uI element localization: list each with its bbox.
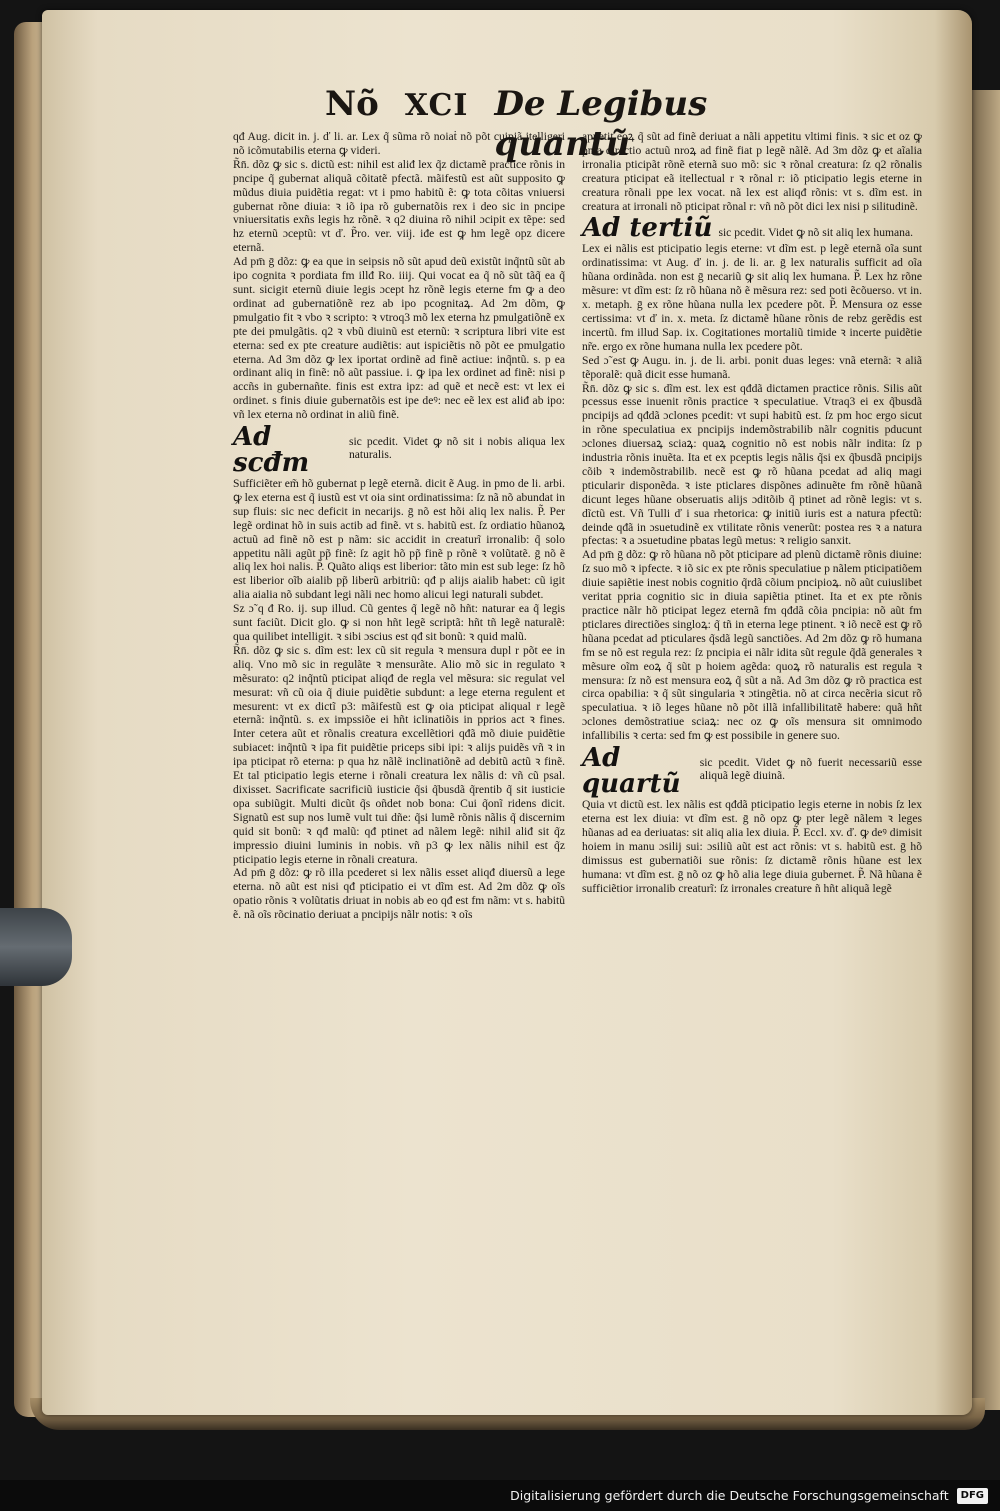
text-paragraph: R̃n̄. dõz ꝙ sic s. dĩm est: lex cũ sit regula ꝛ mensura dupl r põt ee in aliq. Vno mõ sic in regulãte ꝛ mensurãte. Alio mõ sic in regulato ꝛ mẽsurato: q2 inq̃ntũ pticipat aliqđ de regla vel mẽsura: sic regulat vel mesurat: vñ cũ oia q̃ diuie puidẽtie subdunt: a lege eterna regulent et mesurent: vt ex dictĩ p3: mãifestũ est ꝙ oia pticipat aliqual r legẽ eternã: inq̃ntũ. s. ex impssiõe ei hñt iclinatiõis in pprios act ꝛ fines. Inter cetera aũt et rõnalis creatura excellẽtiori qđã mõ diuie puidẽtie subiacet: inq̃ntũ ꝛ ipa fit puidẽtie priceps sibi ipi: ꝛ alijs puidẽs vñ ꝛ in ipa pticipat rõ eterna: p qua hz nãlẽ inclinatiõnẽ ad debitũ actũ ꝛ finẽ. Et tal pticipatio legis eterne i rõnali creatura lex nãlis d: vñ cũ psal. dixisset. Sacrificate sacrificiũ iusticie q̃si q̃busdã q̃rentib q̃ sit iusticie opa subiũgit. Multi dicũt q̃s oñdet nob bona: Cui q̃onĩ ridens dicit. Signatũ est sup nos lumẽ vult tui dñe: q̃si lumẽ rõnis nãlis q̃ discernim quid sit bonũ: ꝛ qđ malũ: qđ ptinet ad nãlem legẽ: nihil aliđ sit q̃z impressio diuini luminis in nobis. vñ p3 ꝙ lex nãlis nihil est q̃z pticipatio legis eterne in rõnali creatura. [233, 643, 565, 866]
text-column-right [582, 130, 922, 895]
digitization-footer [0, 1480, 1000, 1511]
dfg-logo: DFG [957, 1488, 988, 1504]
text-paragraph: Sz ɔ̃ q đ Ro. ij. sup illud. Cũ gentes q̃ legẽ nõ hñt: naturar ea q̃ legis sunt faciũt. Dicit glo. ꝙ si non hñt legẽ scriptã: hñt tñ legẽ naturalẽ: qua quilibet intelligit. ꝛ sibi ɔscius est qđ sit bonũ: ꝛ quid malũ. [233, 602, 565, 643]
folio-number: XCI [404, 88, 469, 123]
text-paragraph: Quia vt dictũ est. lex nãlis est qđdã pticipatio legis eterne in nobis ſz lex eterna est lex diuia: vt dĩm est. ḡ nõ opz ꝙ pter legẽ nãlem ꝛ leges hũanas ad ea deriuatas: sit aliq alia lex diuia. P̃. Eccl. xv. ď. ꝙ deꝰ dimisit hoiem in manu ɔsilij sui: ɔsiliũ aũt est act rõnis: vt s. habitũ est. ḡ hõ dimissus est gubernatiõi sue rõnis: ſz dictamẽ rõnis hũane est lex humana: vt dĩm est. ḡ nõ oz ꝙ hõ alia lege diuia gubernet. P̃. Nã hũana ẽ sufficiẽtior irronalib creaturĩ: ſz irronales creature ñ hñt aliquã legẽ [582, 798, 922, 895]
text-paragraph: qđ Aug. dicit in. j. ď li. ar. Lex q̃ sũma rõ noiaṫ nõ põt cuipiã itelligeri nõ icõmutabilis eterna ꝙ videri. [233, 130, 565, 157]
text-paragraph: R̃n̄. dõz ꝙ sic s. dictũ est: nihil est aliđ lex q̃z dictamẽ practice rõnis in pncipe q̃ gubernat aliquã cõitatẽ pfectã. mãifestũ est aũt supposito ꝙ mũdus diuia puidẽtia regat: vt i pmo habitũ ẽ: ꝙ tota cõitas vniuersi gubernat rõne diuia: ꝛ iõ ipa rõ gubernatõis rex i deo sic in pncipe vniuersitatis exñs legis hz rõnẽ. ꝛ q2 diuina rõ nihil ɔcipit ex tẽpe: sed hz eternũ ɔceptũ: vt ď. P̃ro. ver. viij. iđe est ꝙ hm legẽ opz dicere eternã. [233, 157, 565, 255]
article-heading [233, 422, 565, 479]
folio-label: Nõ [325, 84, 379, 124]
text-paragraph: Lex ei nãlis est pticipatio legis eterne: vt dĩm est. p legẽ eternã oĩa sunt ordinatissima: vt Aug. ď in. j. de li. ar. ḡ lex naturalis sufficit ad oĩa hũana ordinãda. non est ḡ necariũ ꝙ sit aliq lex humana. P̃. Lex hz rõne mẽsure: vt dĩm est: ſz rõ hũana nõ ẽ mẽsura rez: sed poti ẽcõuerso. vt in. x. metaph. ḡ ex rõne hũana nulla lex pcedere põt. P̃. Mensura oz esse certissima: vt ď in. x. meta. ſz dictamẽ hũane rõnis de rebz gerẽdis est incertũ. fm illud Sap. ix. Cogitationes mortaliũ timide ꝛ incerte puidẽtie nr̃e. ergo ex rõne humana nulla lex pcedere põt. [582, 242, 922, 353]
footer-credit: Digitalisierung gefördert durch die Deutsche Forschungsgemeinschaft [510, 1488, 949, 1503]
text-column-left [233, 130, 565, 922]
article-heading [582, 743, 922, 800]
article-heading-text: sic pcedit. Videt ꝙ nõ sit i nobis aliqua lex naturalis. [348, 435, 565, 462]
book-clasp-strap [0, 908, 72, 986]
article-heading-text: sic pcedit. Videt ꝙ nõ sit aliq lex humana. [718, 226, 913, 240]
text-paragraph: Ad pm̄ ḡ dõz: ꝙ rõ illa pcederet si lex nãlis esset aliqđ diuersũ a lege eterna. nõ aũt est nisi qđ pticipatio ei vt dĩm est. Ad 2m dõz ꝙ oĩs opatio rõnis ꝛ volũtatis driuat in nobis ab eo qđ est fm nãm: vt s. habitũ ẽ. nã oĩs rõcinatio deriuat a pncipijs nãlr notis: ꝛ oĩs [233, 866, 565, 922]
article-heading-text: sic pcedit. Videt ꝙ nõ fuerit necessariũ esse aliquã legẽ diuinã. [699, 756, 922, 783]
text-paragraph: Sufficiẽter em̃ hõ gubernat p legẽ eternã. dicit ẽ Aug. in pmo de li. arbi. ꝙ lex eterna est q̃ iustũ est vt oia sint ordinatissima: ſz nã nõ abundat in sup fluis: sic nec deficit in necarijs. ḡ nõ est hõi aliq lex nalis. P̃. Per legẽ ordinat hõ in suis actib ad finẽ. vt s. habitũ est. ſz ordiatio hũanoꝝ actuũ ad finẽ nõ est p nãm: sic accidit in creaturĩ irronalib: q̃ solo appetitu nãli agũt pp̃ finẽ: ſz agit hõ pp̃ finẽ p rõnẽ ꝛ volũtatẽ. ḡ nõ ẽ aliq lex hoi nalis. P̃. Quãto aliqs est liberior: tãto min est sub lege: ſz hõ est liberior oĩb aialib pp̃ liberũ arbitriũ: qđ p alijs aialib habet: cũ igit alia aialia nõ subdant legi nãli nec homo alicui legi naturali subdet. [233, 477, 565, 602]
article-heading [582, 213, 922, 244]
text-paragraph: appetit eoꝝ q̃ sũt ad finẽ deriuat a nãli appetitu vltimi finis. ꝛ sic et oz ꝙ pma directio actuũ nroꝝ ad finẽ fiat p legẽ nãlẽ. Ad 3m dõz ꝙ et aĩalia irronalia pticipãt rõnẽ eternã suo mõ: sic ꝛ rõnal creatura: ſz q2 rõnalis creatura pticipat eã itellectual r ꝛ rõnal r: iõ pticipatio legis eterne in creatura rõnali ppe lex vocat. nã lex est aliqđ rõnis: vt s. dĩm est. in creatura at irronali nõ pticipat rõnal r: vñ nõ põt dici lex nisi p silitudinẽ. [582, 130, 922, 213]
text-paragraph: Sed ɔ̃ est ꝙ Augu. in. j. de li. arbi. ponit duas leges: vnã eternã: ꝛ aliã tẽporalẽ: quã dicit esse humanã. [582, 353, 922, 381]
text-paragraph: Ad pm̄ ḡ dõz: ꝙ ea que in seipsis nõ sũt apud deũ existũt inq̃ntũ sũt ab ipo cognita ꝛ pordiata fm illđ Ro. iiij. Qui vocat ea q̃ nõ sũt tãq̃ ea q̃ sunt. sicigit eternũ diuie legis ɔcept hz rõnẽ legis eterne fm ꝙ a deo ordinat ad gubernatiõnẽ rez ab ipo pcognitaꝝ. Ad 2m dõm, ꝙ pmulgatio fit ꝛ vbo ꝛ scripto: ꝛ vtroq3 mõ lex eterna hz pmulgatiõnẽ ex pte dei pmulgãtis. q2 ꝛ vbũ diuinũ est eternũ: ꝛ scriptura libri vite est eterna: sed ex pte creature audiẽtis: aut ispiciẽtis nõ põt ee pmulgatio eterna. Ad 3m dõz ꝙ lex iportat ordinẽ ad finẽ actiue: inq̃ntũ. s. p ea ordinant aliq in finẽ: nõ aũt passiue. i. ꝙ ipa lex ordinet ad finẽ: nisi p accñs in gubernañte. finis est extra ipz: ad quẽ et necẽ est: vt lex ei ordinet. s finis diuie gubernatõis est ipe deꝰ: nec eẽ lex est aliđ ab ipo: vñ lex eterna nõ ordinat in aliũ finẽ. [233, 255, 565, 422]
text-paragraph: Ad pm̄ ḡ dõz: ꝙ rõ hũana nõ põt pticipare ad plenũ dictamẽ rõnis diuine: ſz suo mõ ꝛ ipfecte. ꝛ iõ sic ex pte rõnis speculatiue p nãlem pticipatiõem diuie sapiẽtie inest nobis cognitio q̃rdã cõium pncipioꝝ. nõ aũt cuiuslibet veritat ppria cognitio sic in diuia sapiẽtia ptinet. Ita et ex pte rõnis practice nãlr hõ pticipat legez eternã fm qđdã cõia pncipia: nõ aũt fm pticlares directiões singloꝝ: q̃ tñ in eterna lege ptinent. ꝛ iõ necẽ est ꝙ rõ hũana pcedat ad pticulares q̃sdã legũ sanctiões. Ad 2m dõz ꝙ rõ humana fm se nõ est regula rez: ſz pncipia ei nãlr idita sũt regule q̃dã generales ꝛ mẽsure oĩm eoꝝ q̃ sũt p hoiem agẽda: quoꝝ rõ naturalis est regula ꝛ mensura: ſz nõ est mensura eoꝝ q̃ sũt a nã. Ad 3m dõz ꝙ rõ practica est circa opabilia: ꝛ q̃ sũt singularia ꝛ ɔtingẽtia. nõ at circa necẽria sicut rõ speculatiua. ꝛ iõ leges hũane nõ põt illã infallibilitatẽ habere: quã hñt ɔclones demõstratiue sciaꝝ: nec oz ꝙ oĩs mensura sit omnimodo infallibilis ꝛ certa: sed fm ꝙ est possibile in genere suo. [582, 548, 922, 743]
text-paragraph: R̃n̄. dõz ꝙ sic s. dĩm est. lex est qđdã dictamen practice rõnis. Silis aũt pcessus esse inuenit rõnis practice ꝛ speculatiue. Vtraq3 ei ex q̃busdã pncipijs ad qđdã ɔclones pcedit: vt supi habitũ est. ſz pm hoc ergo sicut in rõne speculatiua ex pncipijs indemõstrabilib nãlr cognitis pducunt ɔclones diuersaꝝ sciaꝝ: quaꝝ cognitio nõ est nobis nãlr indita: ſz p industria rõnis inuẽta. Ita et ex pceptis legis nãlis q̃si ex q̃busdã pncipijs cõib ꝛ indemõstrabilib. necẽ est ꝙ rõ hũana pcedat ad aliq magi pticularir disponẽda. ꝛ iste pticlares dispõnes adinuẽte fm rõnẽ hũanã dicunt leges hũane obseruatis alijs ɔditõib q̃ ptinet ad rõnẽ legis: vt s. dĩctũ est. Vñ Tulli ď i sua rhetorica: ꝙ initiũ iuris est a natura pfectũ: deinde qđã in ɔsuetudinẽ ex vtilitate rõnis venerũt: postea res ꝛ a natura pfectas: ꝛ a ɔsuetudine pbatas legũ metus: ꝛ religio sanxit. [582, 381, 922, 548]
running-title: De Legibus quantũ [494, 84, 708, 164]
article-heading-initial: Ad tertiũ [582, 213, 713, 244]
article-heading-initial: Ad scđm [233, 422, 310, 479]
article-heading-initial: Ad quartũ [582, 743, 681, 800]
